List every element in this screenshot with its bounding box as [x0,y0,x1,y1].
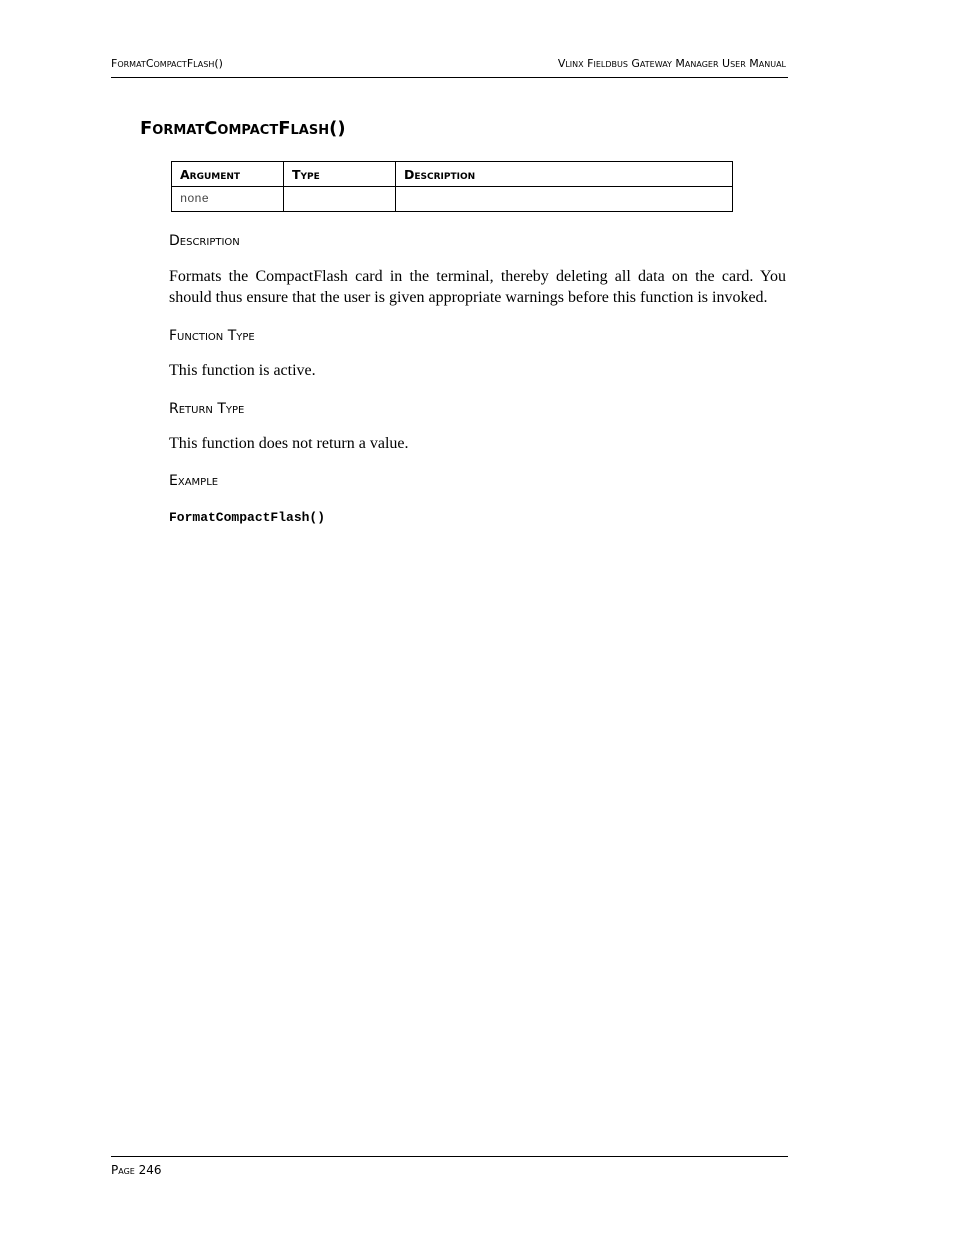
table-row [172,187,733,212]
page-header [111,55,788,78]
function-type-text: This function is active. [169,362,316,379]
function-type-heading: Function Type [169,328,255,344]
column-header-type: Type [284,162,396,187]
column-header-argument: Argument [172,162,284,187]
cell-argument: none [172,187,284,212]
header-manual-title: Vlinx Fieldbus Gateway Manager User Manual [557,57,786,70]
example-heading: Example [169,473,219,489]
cell-description [396,187,733,212]
description-text: Formats the CompactFlash card in the terminal, thereby deleting all data on the card. You should thus ensure that the user is given appropriate warnings before this function is invoked. [169,268,786,306]
page-title: FormatCompactFlash() [140,118,346,139]
return-type-heading: Return Type [169,401,245,417]
table-header-row [172,162,733,187]
header-section-title: FormatCompactFlash() [111,57,223,70]
description-heading: Description [169,233,240,249]
cell-type [284,187,396,212]
column-header-description: Description [396,162,733,187]
page-number: Page 246 [111,1163,162,1177]
example-code: FormatCompactFlash() [169,510,326,525]
page-footer [111,1156,788,1177]
return-type-text: This function does not return a value. [169,435,409,452]
arguments-table [171,161,733,212]
